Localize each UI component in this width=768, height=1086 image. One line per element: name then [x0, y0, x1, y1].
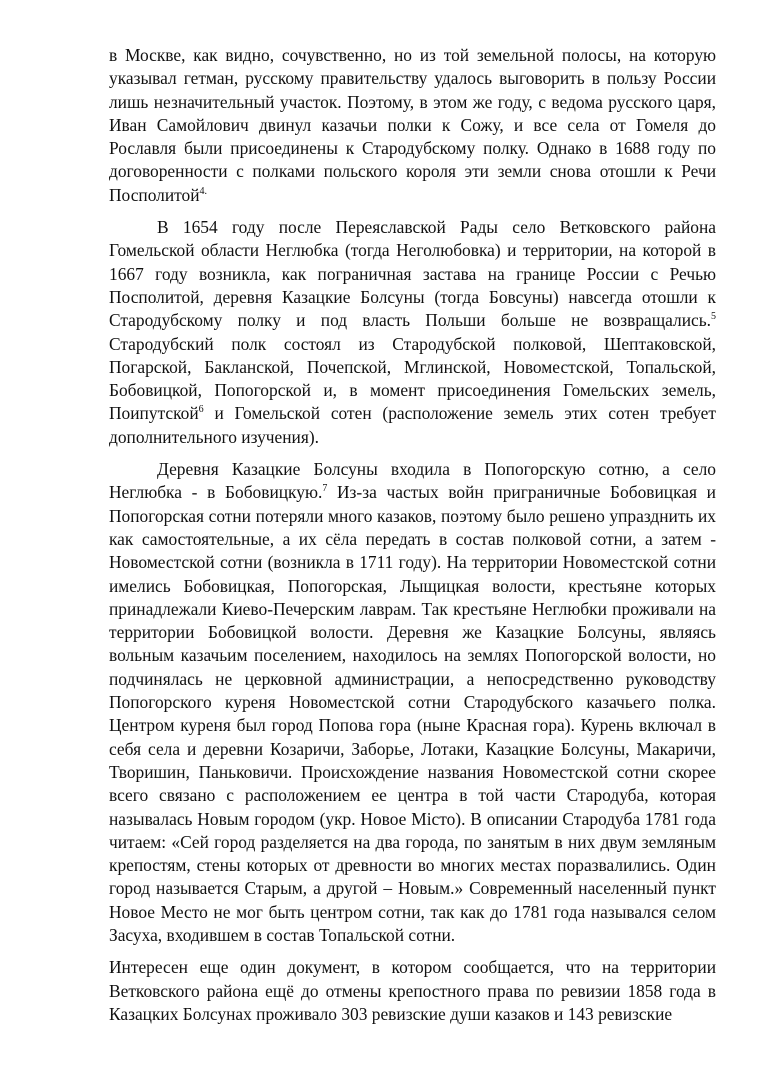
- paragraph-1: [109, 44, 716, 207]
- footnote-ref-6: 6: [198, 404, 204, 416]
- paragraph-2: [109, 216, 716, 449]
- paragraph-3-text-b: Из-за частых войн приграничные Бобовицкая и Попогорская сотни потеряли много казаков, поэтому было решено упразднить их как самостоятельные, а их сёла передать в состав полковой сотни, а затем - Новоместской сотни (возникла в 1711 году). На территории Новоместской сотни имелись Бобовицкая, Попогорская, Лыщицкая волости, крестьяне которых принадлежали Киево-Печерским лаврам. Так крестьяне Неглюбки проживали на территории Бобовицкой волости. Деревня же Казацкие Болсуны, являясь вольным казачьим поселением, находилось на землях Попогорской волости, но подчинялась не церковной администрации, а непосредственно руководству Попогорского куреня Новоместской сотни Стародубского казачьего полка. Центром куреня был город Попова гора (ныне Красная гора). Курень включал в себя села и деревни Козаричи, Заборье, Лотаки, Казацкие Болсуны, Макаричи, Творишин, Паньковичи. Происхождение названия Новоместской сотни скорее всего связано с расположением ее центра в той части Стародуба, которая называлась Новым городом (укр. Новое Місто). В описании Стародуба 1781 года читаем: «Сей город разделяется на два города, по занятым в них двум земляным крепостям, стены которых от древности во многих местах поразвалились. Один город называется Старым, а другой – Новым.» Современный населенный пункт Новое Место не мог быть центром сотни, так как до 1781 года назывался селом Засуха, входившем в состав Топальской сотни.: [109, 482, 716, 945]
- footnote-ref-5: 5: [711, 311, 716, 323]
- paragraph-3: [109, 458, 716, 947]
- footnote-ref-7: 7: [322, 483, 328, 495]
- paragraph-2-text-c: и Гомельской сотен (расположение земель этих сотен требует дополнительного изучения).: [109, 403, 716, 447]
- paragraph-2-text-b: Стародубский полк состоял из Стародубской полковой, Шептаковской, Погарской, Бакланской, Почепской, Мглинской, Новоместской, Топальской, Бобовицкой, Попогорской и, в момент присоединения Гомельских земель, Поипутской: [109, 333, 716, 424]
- paragraph-2-text-a: В 1654 году после Переяславской Рады село Ветковского района Гомельской области Неглюбка (тогда Неголюбовка) и территории, на которой в 1667 году возникла, как пограничная застава на границе России с Речью Посполитой, деревня Казацкие Болсуны (тогда Бовсуны) навсегда отошли к Стародубскому полку и под власть Польши больше не возвращались.: [109, 217, 716, 331]
- paragraph-3-text-a: Деревня Казацкие Болсуны входила в Попогорскую сотню, а село Неглюбка - в Бобовицкую.: [109, 459, 716, 503]
- paragraph-1-text: в Москве, как видно, сочувственно, но из той земельной полосы, на которую указывал гетман, русскому правительству удалось выговорить в пользу России лишь незначительный участок. Поэтому, в этом же году, с ведома русского царя, Иван Самойлович двинул казачьи полки к Сожу, и все села от Гомеля до Рославля были присоединены к Стародубскому полку. Однако в 1688 году по договоренности с полками польского короля эти земли снова отошли к Речи Посполитой: [109, 45, 716, 205]
- paragraph-4-text: Интересен еще один документ, в котором сообщается, что на территории Ветковского района ещё до отмены крепостного права по ревизии 1858 года в Казацких Болсунах проживало 303 ревизские души казаков и 143 ревизские: [109, 957, 716, 1024]
- footnote-ref-4: 4.: [199, 185, 208, 197]
- paragraph-4: [109, 956, 716, 1026]
